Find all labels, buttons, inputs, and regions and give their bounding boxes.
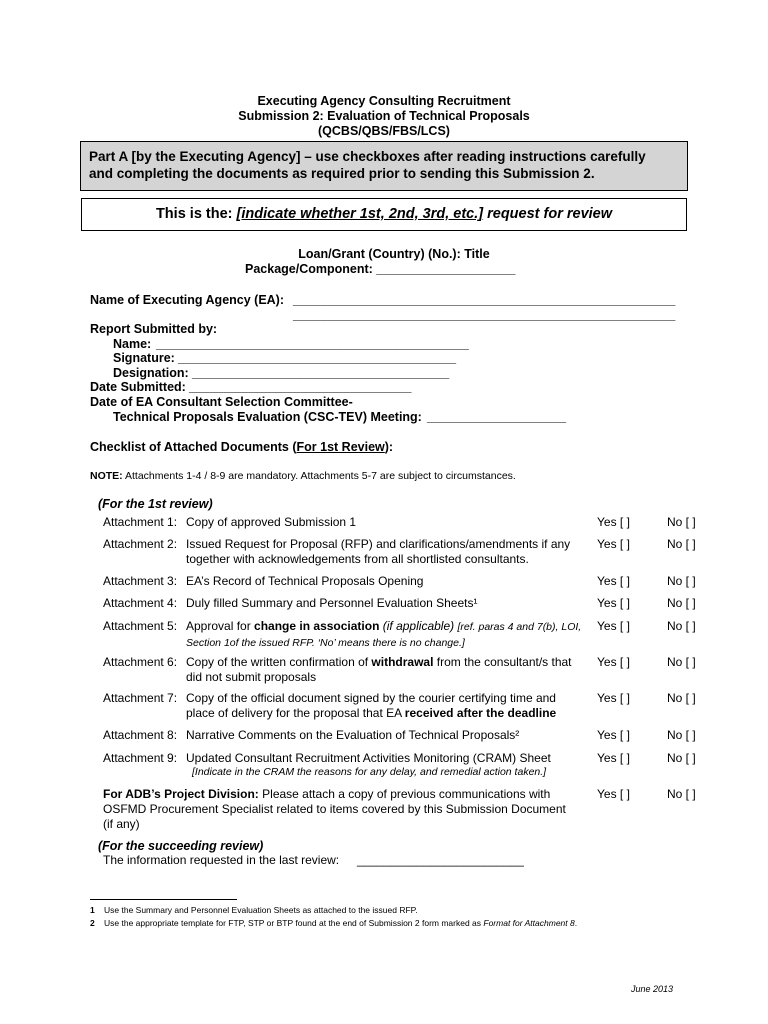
signature-field[interactable]: ________________________________________: [178, 351, 457, 365]
attachment-8-label: Attachment 8:: [103, 728, 178, 742]
adb-text: Please attach a copy of previous communications with OSFMD Procurement Specialist related to items covered by this Submission Document (if any): [103, 787, 566, 831]
attachment-4-text: Duly filled Summary and Personnel Evaluation Sheets¹: [186, 596, 478, 610]
report-submitted-label: Report Submitted by:: [90, 322, 218, 336]
attachment-8-text: Narrative Comments on the Evaluation of Technical Proposals²: [186, 728, 520, 742]
note-text: Attachments 1-4 / 8-9 are mandatory. Attachments 5-7 are subject to circumstances.: [122, 470, 516, 482]
adb-no[interactable]: No [ ]: [667, 787, 696, 801]
name-label: Name:: [113, 337, 152, 351]
attachment-3-yes[interactable]: Yes [ ]: [597, 574, 630, 588]
attachment-7-label: Attachment 7:: [103, 691, 178, 705]
attachment-5-label: Attachment 5:: [103, 619, 178, 633]
attachment-4-no[interactable]: No [ ]: [667, 596, 696, 610]
part-a-line2: and completing the documents as required prior to sending this Submission 2.: [89, 166, 595, 181]
attachment-1-no[interactable]: No [ ]: [667, 515, 696, 529]
ea-name-line1[interactable]: _______________________________________________________: [293, 293, 676, 307]
name-field[interactable]: _____________________________________________: [156, 337, 469, 351]
attachment-2-no[interactable]: No [ ]: [667, 537, 696, 551]
date-submitted-label: Date Submitted:: [90, 380, 186, 394]
footnote-1: 1 Use the Summary and Personnel Evaluation Sheets as attached to the issued RFP.: [90, 905, 418, 915]
attachment-9-note: [Indicate in the CRAM the reasons for any delay, and remedial action taken.]: [192, 766, 547, 778]
attachment-7-text: [186, 691, 586, 721]
attachment-5-text-b: change in association: [254, 619, 380, 633]
footnote-2: 2 Use the appropriate template for FTP, STP or BTP found at the end of Submission 2 form marked as Format for Attachment 8.: [90, 918, 578, 928]
request-indicate: [indicate whether 1st, 2nd, 3rd, etc.]: [236, 206, 484, 222]
request-review-box: [81, 198, 687, 231]
csc-date-field[interactable]: ____________________: [427, 410, 567, 424]
attachment-6-no[interactable]: No [ ]: [667, 655, 696, 669]
adb-project-division: [103, 787, 578, 832]
ea-name-line2[interactable]: _______________________________________________________: [293, 308, 676, 322]
signature-label: Signature:: [113, 351, 175, 365]
doc-title-line1: Executing Agency Consulting Recruitment: [257, 94, 511, 108]
attachment-2-label: Attachment 2:: [103, 537, 178, 551]
attachment-8-no[interactable]: No [ ]: [667, 728, 696, 742]
attachment-6-label: Attachment 6:: [103, 655, 178, 669]
attachment-7-text-b: received after the deadline: [404, 706, 557, 720]
adb-yes[interactable]: Yes [ ]: [597, 787, 630, 801]
loan-title: Loan/Grant (Country) (No.): Title: [298, 247, 490, 261]
attachment-5-text-a: Approval for: [186, 619, 255, 633]
attachment-3-no[interactable]: No [ ]: [667, 574, 696, 588]
attachment-6-text-c: from the consultant/s that did not submit proposals: [186, 655, 572, 684]
attachment-5-yes[interactable]: Yes [ ]: [597, 619, 630, 633]
attachment-7-yes[interactable]: Yes [ ]: [597, 691, 630, 705]
part-a-box: [80, 141, 688, 191]
succeeding-review-field[interactable]: _________________________: [357, 853, 524, 867]
attachment-6-text-a: Copy of the written confirmation of: [186, 655, 372, 669]
attachment-6-yes[interactable]: Yes [ ]: [597, 655, 630, 669]
attachment-5-no[interactable]: No [ ]: [667, 619, 696, 633]
attachment-5-text-c: (if applicable): [379, 619, 458, 633]
attachment-1-text: Copy of approved Submission 1: [186, 515, 357, 529]
attachment-9-no[interactable]: No [ ]: [667, 751, 696, 765]
attachment-6-text-b: withdrawal: [371, 655, 434, 669]
footnote-2-text-a: Use the appropriate template for FTP, STP or BTP found at the end of Submission 2 form marked as: [104, 918, 484, 928]
first-review-heading: (For the 1st review): [98, 497, 213, 511]
succeeding-review-heading: (For the succeeding review): [98, 839, 264, 853]
checklist-title-post: ):: [384, 440, 394, 454]
checklist-title-pre: Checklist of Attached Documents (: [90, 440, 297, 454]
date-submitted-field[interactable]: ________________________________: [189, 380, 412, 394]
attachment-3-label: Attachment 3:: [103, 574, 178, 588]
footer-date: June 2013: [631, 984, 674, 994]
part-a-line1: Part A [by the Executing Agency] – use checkboxes after reading instructions carefully: [89, 149, 646, 164]
request-suffix: request for review: [483, 206, 613, 222]
note: [90, 470, 516, 482]
attachment-5-text: [186, 619, 586, 651]
attachment-3-text: EA’s Record of Technical Proposals Opening: [186, 574, 424, 588]
designation-label: Designation:: [113, 366, 189, 380]
attachment-7-text-a: Copy of the official document signed by the courier certifying time and place of delivery for the proposal that EA: [186, 691, 556, 720]
doc-title-line2: Submission 2: Evaluation of Technical Proposals: [238, 109, 530, 123]
ea-name-label: Name of Executing Agency (EA):: [90, 293, 285, 307]
attachment-9-yes[interactable]: Yes [ ]: [597, 751, 630, 765]
doc-title-line3: (QCBS/QBS/FBS/LCS): [318, 124, 450, 138]
csc-date-label2: Technical Proposals Evaluation (CSC-TEV) Meeting:: [113, 410, 422, 424]
designation-field[interactable]: _____________________________________: [192, 366, 450, 380]
attachment-1-label: Attachment 1:: [103, 515, 178, 529]
attachment-1-yes[interactable]: Yes [ ]: [597, 515, 630, 529]
attachment-4-label: Attachment 4:: [103, 596, 178, 610]
succeeding-review-text: The information requested in the last review:: [103, 853, 340, 867]
footnote-separator: [90, 899, 237, 900]
attachment-6-text: [186, 655, 576, 685]
package-component: Package/Component: ____________________: [245, 262, 516, 276]
attachment-9-text: Updated Consultant Recruitment Activities Monitoring (CRAM) Sheet: [186, 751, 551, 765]
checklist-title: [90, 440, 393, 454]
checklist-title-review: For 1st Review: [296, 440, 385, 454]
request-prefix: This is the:: [155, 206, 237, 222]
adb-bold: For ADB’s Project Division:: [103, 787, 259, 801]
attachment-2-yes[interactable]: Yes [ ]: [597, 537, 630, 551]
attachment-8-yes[interactable]: Yes [ ]: [597, 728, 630, 742]
attachment-7-no[interactable]: No [ ]: [667, 691, 696, 705]
attachment-5-note: [ref. paras 4 and 7(b), LOI, Section 1of the issued RFP. ‘No’ means there is no change.]: [186, 621, 582, 649]
footnote-1-text: Use the Summary and Personnel Evaluation Sheets as attached to the issued RFP.: [104, 905, 418, 915]
attachment-9-label: Attachment 9:: [103, 751, 178, 765]
attachment-4-yes[interactable]: Yes [ ]: [597, 596, 630, 610]
footnote-2-text-c: .: [574, 918, 578, 928]
footnote-2-text-b: Format for Attachment 8: [483, 918, 575, 928]
attachment-2-text: Issued Request for Proposal (RFP) and clarifications/amendments if any together with acknowledgements from all shortlisted consultants.: [186, 537, 571, 566]
csc-date-label1: Date of EA Consultant Selection Committee-: [90, 395, 353, 409]
note-label: NOTE:: [90, 470, 123, 482]
